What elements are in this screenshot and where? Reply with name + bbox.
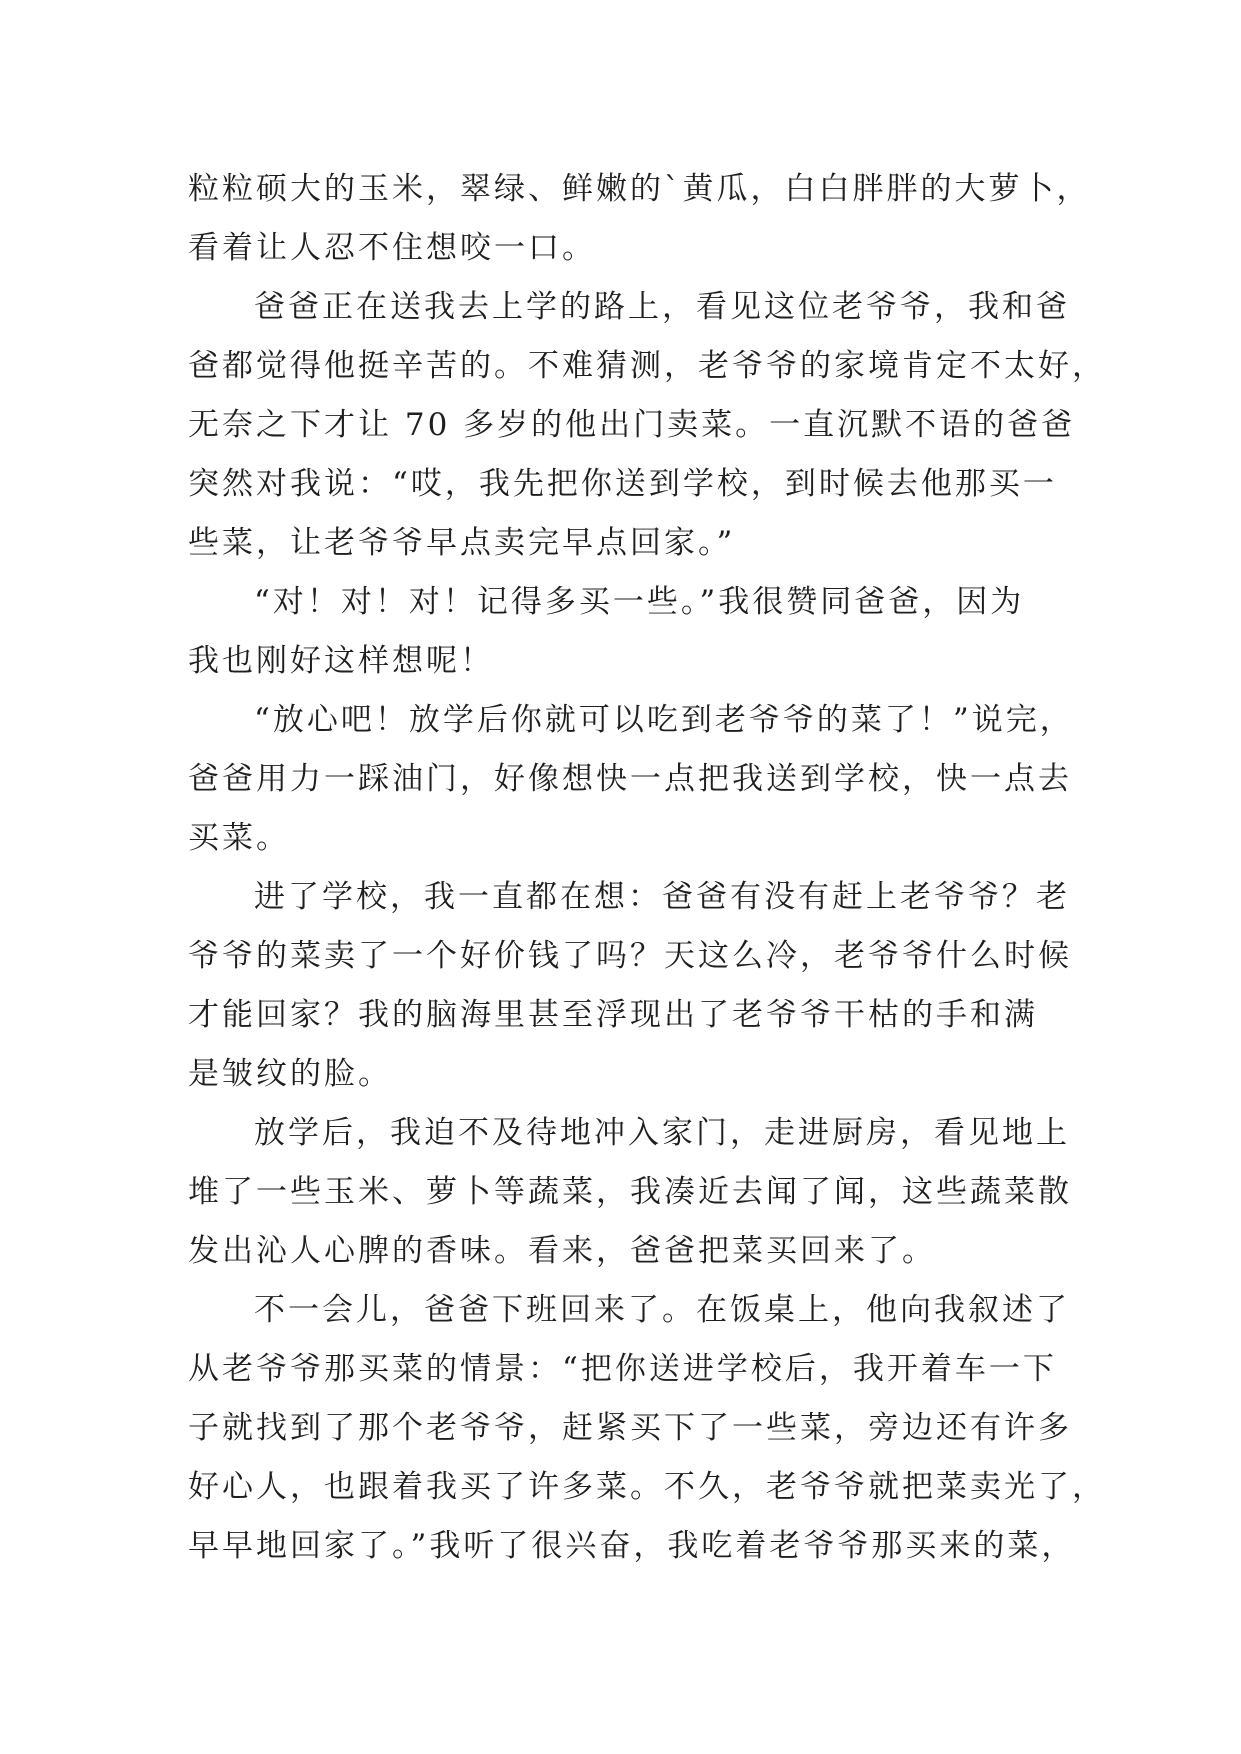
paragraph-first-line: “放心吧！放学后你就可以吃到老爷爷的菜了！”说完， bbox=[254, 702, 1074, 738]
paragraph-first-line: 进了学校，我一直都在想：爸爸有没有赶上老爷爷？老 bbox=[254, 879, 1070, 915]
text-line: 早早地回家了。”我听了很兴奋，我吃着老爷爷那买来的菜， bbox=[188, 1528, 1076, 1564]
text-line: 爸都觉得他挺辛苦的。不难猜测，老爷爷的家境肯定不太好， bbox=[188, 348, 1106, 384]
text-line: 是皱纹的脸。 bbox=[188, 1056, 392, 1092]
paragraph-first-line: “对！对！对！记得多买一些。”我很赞同爸爸，因为 bbox=[254, 584, 1025, 620]
text-line: 爸爸用力一踩油门，好像想快一点把我送到学校，快一点去 bbox=[188, 761, 1072, 797]
text-line: 从老爷爷那买菜的情景：“把你送进学校后，我开着车一下 bbox=[188, 1351, 1057, 1387]
paragraph-first-line: 放学后，我迫不及待地冲入家门，走进厨房，看见地上 bbox=[254, 1115, 1070, 1151]
text-line: 才能回家？我的脑海里甚至浮现出了老爷爷干枯的手和满 bbox=[188, 997, 1038, 1033]
body-text bbox=[188, 160, 1106, 1576]
text-line: 粒粒硕大的玉米，翠绿、鲜嫩的`黄瓜，白白胖胖的大萝卜， bbox=[188, 171, 1091, 207]
text-line: 买菜。 bbox=[188, 820, 290, 856]
text-line: 好心人，也跟着我买了许多菜。不久，老爷爷就把菜卖光了， bbox=[188, 1469, 1106, 1505]
text-line: 些菜，让老爷爷早点卖完早点回家。” bbox=[188, 525, 736, 561]
text-line: 看着让人忍不住想咬一口。 bbox=[188, 230, 596, 266]
text-line: 无奈之下才让 70 多岁的他出门卖菜。一直沉默不语的爸爸 bbox=[188, 407, 1076, 443]
text-line: 堆了一些玉米、萝卜等蔬菜，我凑近去闻了闻，这些蔬菜散 bbox=[188, 1174, 1072, 1210]
text-line: 突然对我说：“哎，我先把你送到学校，到时候去他那买一 bbox=[188, 466, 1057, 502]
text-line: 发出沁人心脾的香味。看来，爸爸把菜买回来了。 bbox=[188, 1233, 936, 1269]
paragraph-first-line: 不一会儿，爸爸下班回来了。在饭桌上，他向我叙述了 bbox=[254, 1292, 1070, 1328]
paragraph-first-line: 爸爸正在送我去上学的路上，看见这位老爷爷，我和爸 bbox=[254, 289, 1070, 325]
text-line: 爷爷的菜卖了一个好价钱了吗？天这么冷，老爷爷什么时候 bbox=[188, 938, 1072, 974]
text-line: 我也刚好这样想呢！ bbox=[188, 643, 494, 679]
text-line: 子就找到了那个老爷爷，赶紧买下了一些菜，旁边还有许多 bbox=[188, 1410, 1072, 1446]
